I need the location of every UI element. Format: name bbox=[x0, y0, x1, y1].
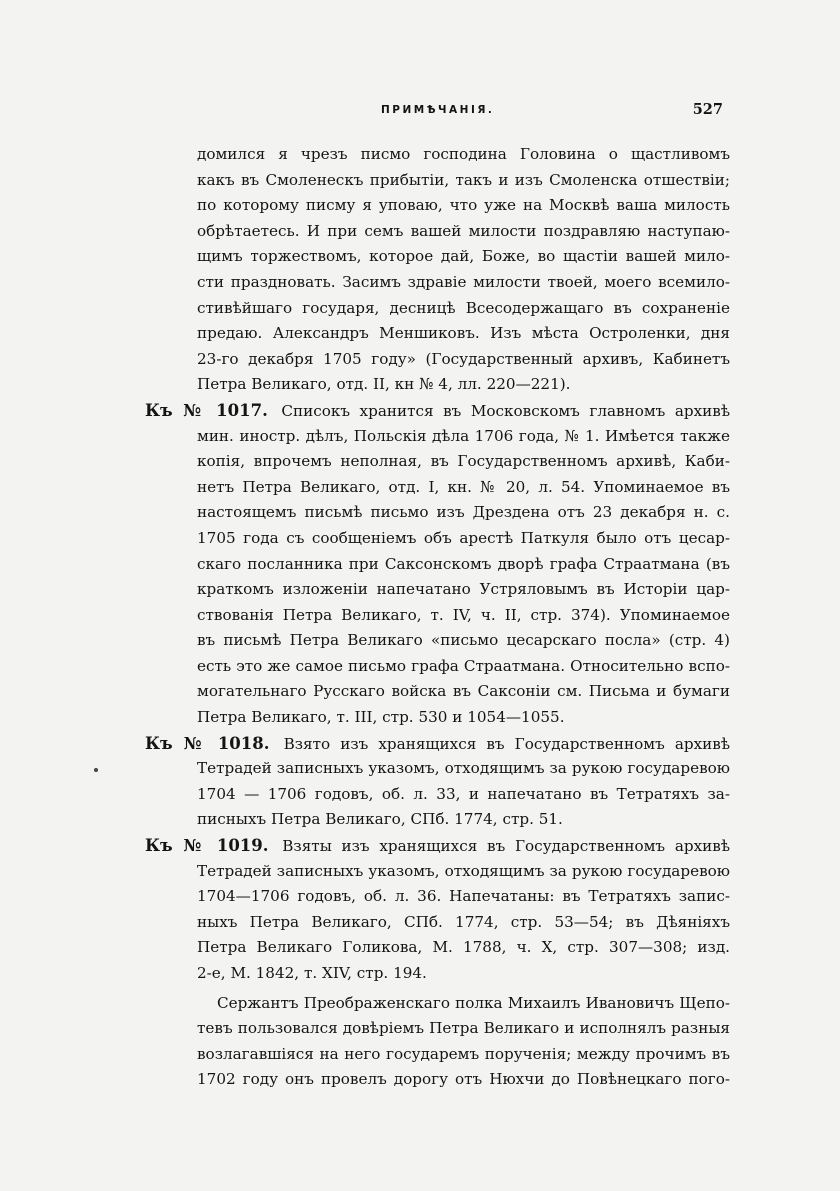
text-line: 2-е, М. 1842, т. XIV, стр. 194. bbox=[197, 964, 427, 982]
text-run: Взяты изъ хранящихся въ Государственномъ архивѣ bbox=[282, 837, 730, 856]
text-line: могательнаго Русскаго войска въ Саксоніи см. Письма и бумаги bbox=[197, 682, 730, 701]
note-label: Къ № 1018. bbox=[145, 733, 270, 753]
text-run: Взято изъ хранящихся въ Государственномъ архивѣ bbox=[283, 734, 730, 753]
text-line: Тетрадей записныхъ указомъ, отходящимъ за рукою государевою bbox=[197, 759, 730, 778]
text-line: писныхъ Петра Великаго, СПб. 1774, стр. 51. bbox=[197, 810, 563, 829]
note-label: Къ № 1017. bbox=[145, 400, 268, 420]
text-line: ствованія Петра Великаго, т. IV, ч. II, стр. 374). Упоминаемое bbox=[197, 605, 730, 624]
text-line: Петра Великаго, т. III, стр. 530 и 1054—1055. bbox=[197, 708, 565, 727]
text-line-first bbox=[145, 398, 730, 424]
text-line: 1702 году онъ провелъ дорогу отъ Нюхчи до Повѣнецкаго пого- bbox=[197, 1070, 730, 1089]
page-number: 527 bbox=[692, 101, 723, 118]
text-line: Петра Великаго Голикова, М. 1788, ч. X, стр. 307—308; изд. bbox=[197, 938, 730, 957]
text-line: тевъ пользовался довѣріемъ Петра Великаго и исполнялъ разныя bbox=[197, 1019, 730, 1038]
text-line: какъ въ Смоленескъ прибытіи, такъ и изъ Смоленска отшествіи; bbox=[197, 170, 730, 189]
paragraph-continuation bbox=[145, 142, 730, 398]
text-line: нетъ Петра Великаго, отд. I, кн. № 20, л. 54. Упоминаемое въ bbox=[197, 477, 730, 496]
text-line: сти праздновать. Засимъ здравіе милости твоей, моего всемило- bbox=[197, 272, 730, 291]
text-line-first bbox=[145, 833, 730, 859]
page-header bbox=[145, 101, 725, 124]
text-line: копія, впрочемъ неполная, въ Государственномъ архивѣ, Каби- bbox=[197, 452, 730, 471]
note-1019 bbox=[145, 833, 730, 987]
note-label: Къ № 1019. bbox=[145, 836, 269, 856]
text-run: Списокъ хранится въ Московскомъ главномъ архивѣ bbox=[281, 401, 730, 420]
text-line: есть это же самое письмо графа Страатмана. Относительно вспо- bbox=[197, 656, 730, 675]
text-line: мин. иностр. дѣлъ, Польскія дѣла 1706 года, № 1. Имѣется также bbox=[197, 426, 730, 445]
text-line: краткомъ изложеніи напечатано Устряловымъ въ Исторіи цар- bbox=[197, 580, 730, 599]
text-line: въ письмѣ Петра Великаго «письмо цесарскаго посла» (стр. 4) bbox=[197, 631, 730, 650]
text-line: возлагавшіяся на него государемъ порученія; между прочимъ въ bbox=[197, 1044, 730, 1063]
text-line: скаго посланника при Саксонскомъ дворѣ графа Страатмана (въ bbox=[197, 554, 730, 573]
text-line: 1704—1706 годовъ, об. л. 36. Напечатаны: въ Тетратяхъ запис- bbox=[197, 887, 730, 906]
text-line: настоящемъ письмѣ письмо изъ Дрездена отъ 23 декабря н. с. bbox=[197, 503, 730, 522]
margin-dot bbox=[94, 768, 98, 772]
text-line: по которому писму я уповаю, что уже на Москвѣ ваша милость bbox=[197, 196, 730, 215]
note-1018 bbox=[145, 731, 730, 833]
text-line: домился я чрезъ писмо господина Головина о щастливомъ bbox=[197, 145, 730, 163]
body-text bbox=[145, 142, 730, 1093]
running-title: ПРИМѢЧАНІЯ. bbox=[381, 104, 495, 116]
text-line: стивѣйшаго государя, десницѣ Всесодержащаго въ сохраненіе bbox=[197, 298, 730, 317]
text-line-first bbox=[145, 731, 730, 757]
note-1017 bbox=[145, 398, 730, 731]
text-line: 23-го декабря 1705 году» (Государственный архивъ, Кабинетъ bbox=[197, 349, 730, 368]
text-line: Петра Великаго, отд. II, кн № 4, лл. 220—221). bbox=[197, 375, 571, 394]
paragraph-shchepotev bbox=[145, 991, 730, 1093]
text-line: ныхъ Петра Великаго, СПб. 1774, стр. 53—54; въ Дѣяніяхъ bbox=[197, 912, 730, 931]
text-line: предаю. Александръ Меншиковъ. Изъ мѣста Остроленки, дня bbox=[197, 324, 730, 343]
text-line: 1705 года съ сообщеніемъ объ арестѣ Паткуля было отъ цесар- bbox=[197, 528, 730, 547]
text-line: Тетрадей записныхъ указомъ, отходящимъ за рукою государевою bbox=[197, 861, 730, 880]
text-line: обрѣтаетесь. И при семъ вашей милости поздравляю наступаю- bbox=[197, 221, 730, 240]
text-line: Сержантъ Преображенскаго полка Михаилъ Ивановичъ Щепо- bbox=[217, 993, 730, 1012]
text-line: щимъ торжествомъ, которое дай, Боже, во щастіи вашей мило- bbox=[197, 247, 730, 266]
text-line: 1704 — 1706 годовъ, об. л. 33, и напечатано въ Тетратяхъ за- bbox=[197, 784, 730, 803]
